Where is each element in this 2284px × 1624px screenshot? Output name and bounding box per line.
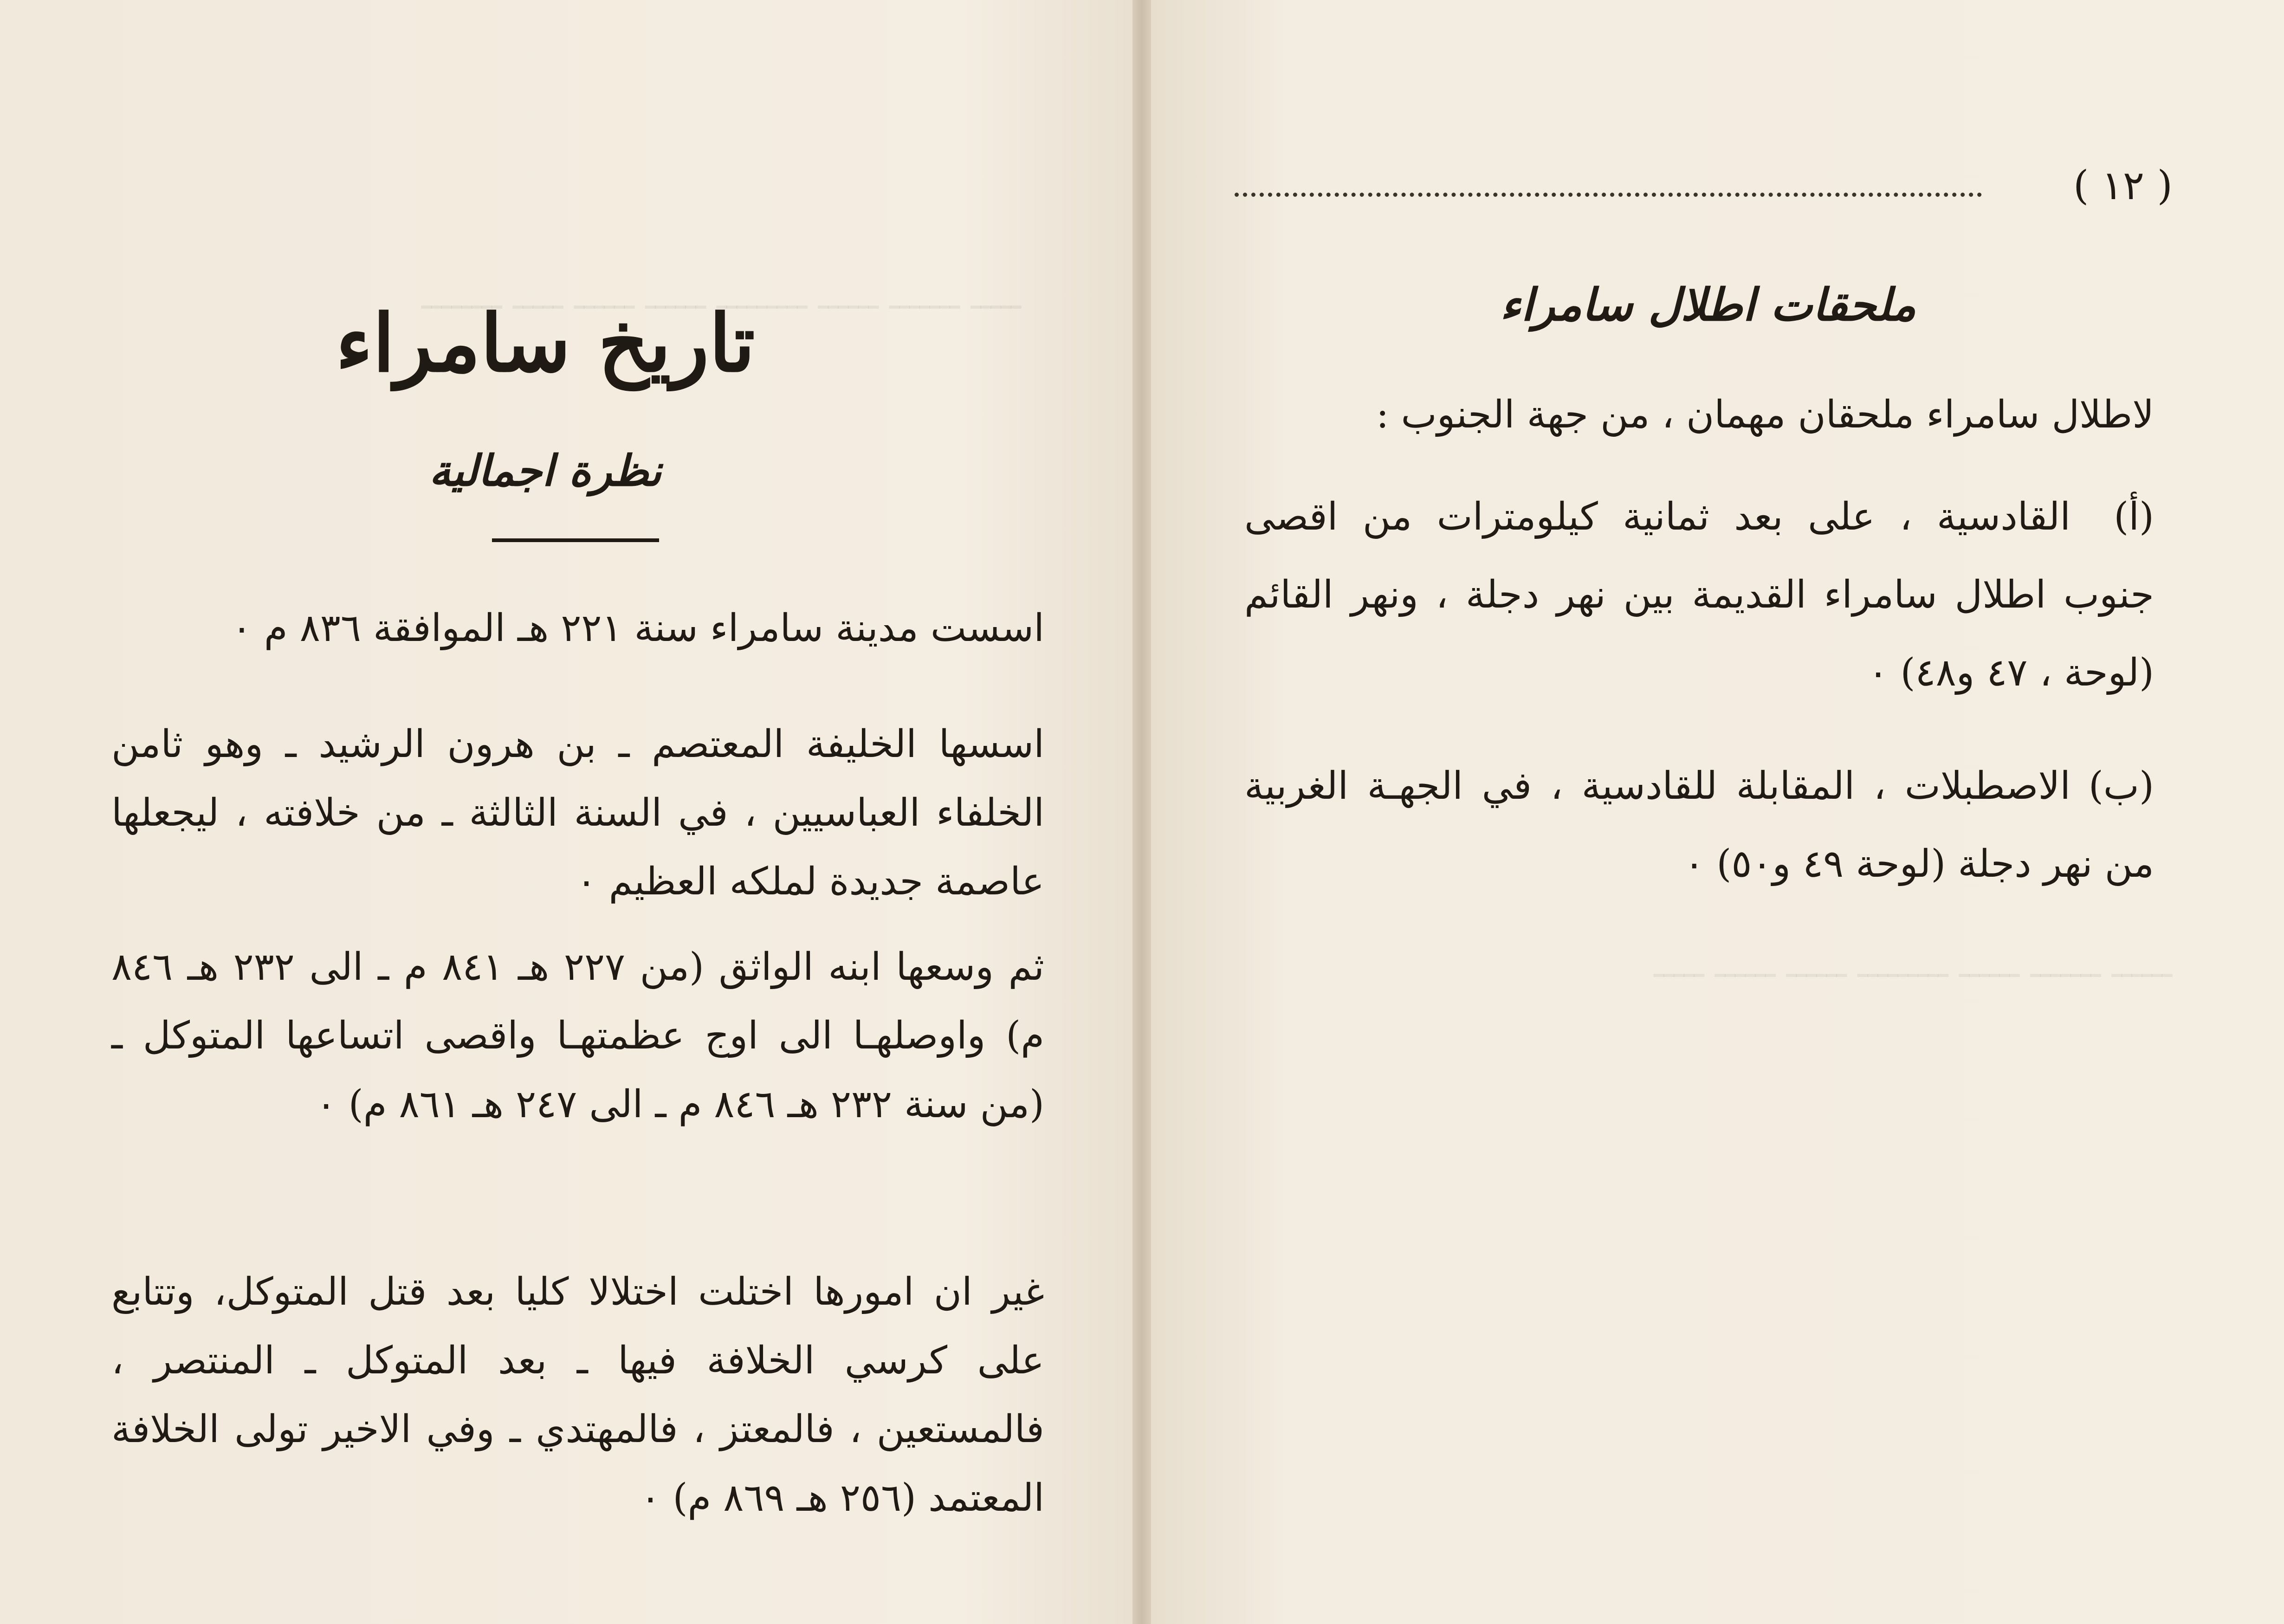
header-dotted-leader [1235,193,1982,197]
book-gutter [1132,0,1151,1624]
page-title: تاريخ سامراء [336,297,755,390]
section-heading: ملحقات اطلال سامراء [1500,278,1916,331]
bleed-through-text: ــــــ ـــــــ ــــــ ـــــــــ ــــــ ــــــ ـــــ [1654,945,2172,985]
title-divider [492,538,659,542]
item-text: الاصطبلات ، المقابلة للقادسية ، في الجهـة الغربية من نهر دجلة (لوحة ٤٩ و٥٠) ٠ [1244,764,2154,886]
page-number: ( ١٢ ) [2073,162,2173,209]
intro-paragraph: لاطلال سامراء ملحقان مهمان ، من جهة الجنوب : [1376,393,2154,437]
item-label: (أ) [2114,495,2154,539]
paragraph-founding: اسست مدينة سامراء سنة ٢٢١ هـ الموافقة ٨٣٦ م ٠ [231,606,1044,650]
paragraph-decline: غير ان امورها اختلت اختلالا كليا بعد قتل المتوكل، وتتابع على كرسي الخلافة فيها ـ بعد المتوكل ـ المنتصر ، فالمستعين ، فالمعتز ، فالمهتدي ـ وفي الاخير تولى الخلافة المعتمد (٢٥٦ هـ ٨٦٩ م) ٠ [111,1270,1044,1520]
paragraph-mutasim: اسسها الخليفة المعتصم ـ بن هرون الرشيد ـ وهو ثامن الخلفاء العباسيين ، في السنة الثالثة ـ من خلافته ، ليجعلها عاصمة جديدة لملكه العظيم ٠ [111,722,1044,904]
item-text: القادسية ، على بعد ثمانية كيلومترات من اقصى جنوب اطلال سامراء القديمة بين نهر دجلة ، ونهر القائم (لوحة ، ٤٧ و٤٨) ٠ [1244,495,2154,695]
paragraph-wathiq: ثم وسعها ابنه الواثق (من ٢٢٧ هـ ٨٤١ م ـ الى ٢٣٢ هـ ٨٤٦ م) واوصلهـا الى اوج عظمتهـا واقصى اتساعها المتوكل ـ (من سنة ٢٣٢ هـ ٨٤٦ م ـ الى ٢٤٧ هـ ٨٦١ م) ٠ [111,945,1044,1126]
page-subtitle: نظرة اجمالية [429,446,662,496]
list-item-istablat [1244,747,2154,903]
bleed-through-text: ـــــ ـــــــ ــــــ ـــــــــ ــــــ ــــــ ـــــ ــــــــ [421,277,1021,317]
left-page [0,0,1132,1624]
list-item-qadisiya [1244,478,2154,712]
item-label: (ب) [2088,764,2154,808]
